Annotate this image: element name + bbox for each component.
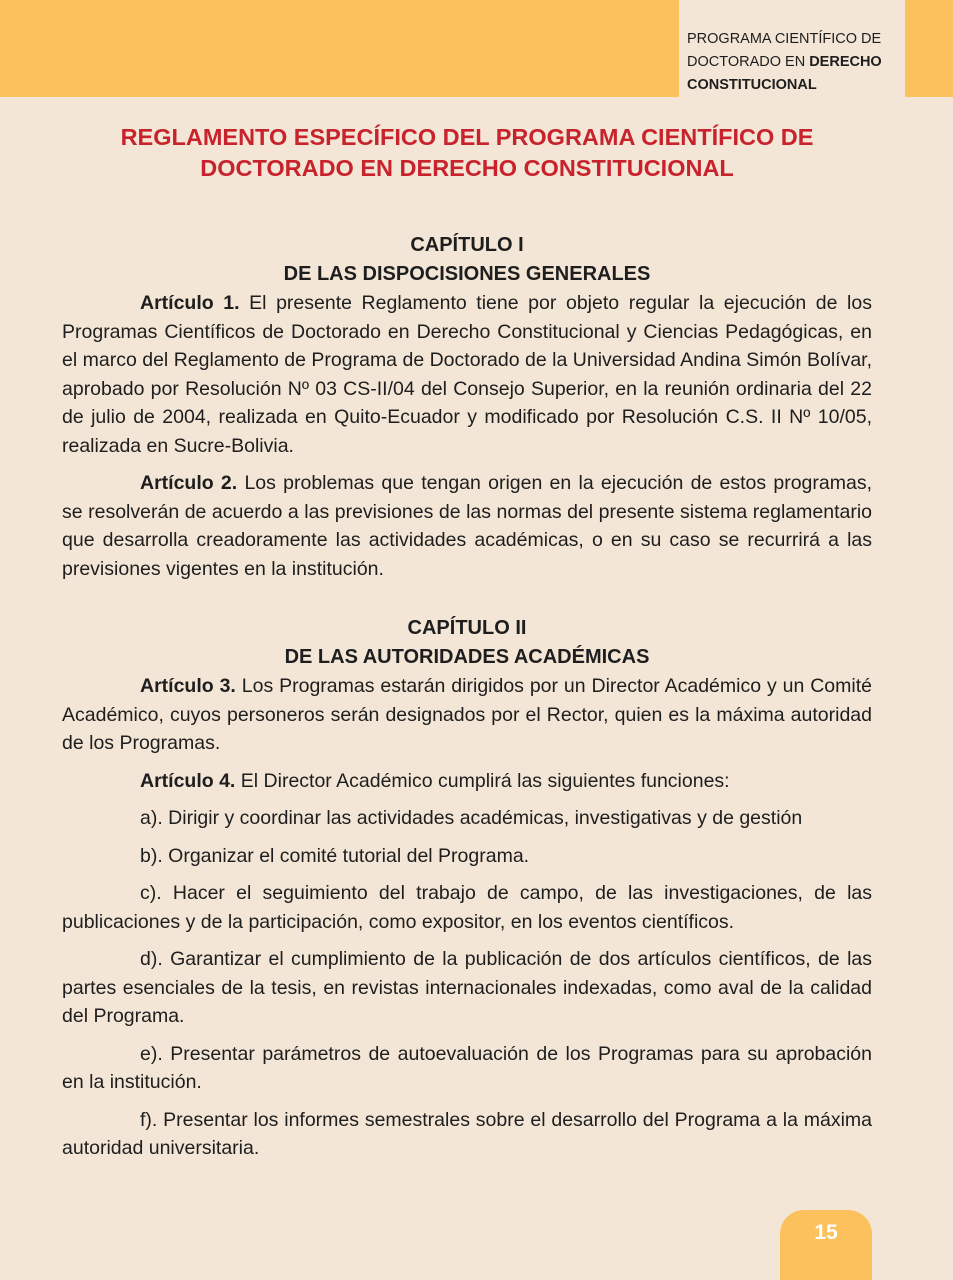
running-header-line3: CONSTITUCIONAL [687, 77, 817, 93]
article-2 [62, 469, 872, 583]
running-header [679, 0, 905, 97]
article-4-label: Artículo 4. [140, 769, 236, 792]
running-header-line2 [687, 51, 905, 74]
article-3-label: Artículo 3. [140, 675, 236, 697]
article-1 [62, 289, 872, 460]
chapter-1-heading [62, 231, 872, 289]
article-4 [62, 767, 872, 796]
article-1-text: El presente Reglamento tiene por objeto regular la ejecución de los Programas Científicos de Doctorado en Derecho Constitucional y Ciencias Pedagógicas, en el marco del Reglamento de Programa de Doctorado de la Universidad Andina Simón Bolívar, aprobado por Resolución Nº 03 CS-II/04 del Consejo Superior, en la reunión ordinaria del 22 de julio de 2004, realizada en Quito-Ecuador y modificado por Resolución C.S. II Nº 10/05, realizada en Sucre-Bolivia. [62, 292, 872, 457]
running-header-line2-regular: DOCTORADO EN [687, 54, 810, 70]
chapter-2-subtitle: DE LAS AUTORIDADES ACADÉMICAS [284, 646, 650, 668]
list-item-f: f). Presentar los informes semestrales sobre el desarrollo del Programa a la máxima autoridad universitaria. [62, 1108, 872, 1159]
page-number-tab [780, 1210, 872, 1280]
document-body [62, 231, 872, 1163]
article-3 [62, 672, 872, 758]
article-2-label: Artículo 2. [140, 472, 238, 494]
chapter-1-title: CAPÍTULO I [410, 234, 524, 256]
document-title [62, 122, 872, 184]
article-2-text: Los problemas que tengan origen en la ejecución de estos programas, se resolverán de acuerdo a las previsiones de las normas del presente sistema reglamentario que desarrolla creadoramente las actividades académicas, o en su caso se recurrirá a las previsiones vigentes en la institución. [62, 472, 872, 580]
article-4-text: El Director Académico cumplirá las siguientes funciones: [235, 769, 730, 792]
article-3-text: Los Programas estarán dirigidos por un Director Académico y un Comité Académico, cuyos personeros serán designados por el Rector, quien es la máxima autoridad de los Programas. [62, 675, 872, 754]
list-item-c: c). Hacer el seguimiento del trabajo de campo, de las investigaciones, de las publicaciones y de la participación, como expositor, en los eventos científicos. [62, 882, 872, 933]
document-title-line2: DOCTORADO EN DERECHO CONSTITUCIONAL [200, 155, 734, 181]
chapter-2-title: CAPÍTULO II [407, 617, 527, 639]
page-number: 15 [814, 1221, 838, 1244]
list-item-d: d). Garantizar el cumplimiento de la publicación de dos artículos científicos, de las partes esenciales de la tesis, en revistas internacionales indexadas, como aval de la calidad del Programa. [62, 948, 872, 1027]
document-title-line1: REGLAMENTO ESPECÍFICO DEL PROGRAMA CIENTÍFICO DE [120, 124, 814, 150]
running-header-line2-bold: DERECHO [809, 54, 882, 70]
list-item-b: b). Organizar el comité tutorial del Programa. [140, 844, 530, 867]
list-item-a: a). Dirigir y coordinar las actividades académicas, investigativas y de gestión [140, 807, 803, 829]
running-header-line1: PROGRAMA CIENTÍFICO DE [687, 31, 882, 47]
list-item-e: e). Presentar parámetros de autoevaluación de los Programas para su aprobación en la institución. [62, 1042, 872, 1093]
chapter-2-heading [62, 614, 872, 672]
chapter-1-subtitle: DE LAS DISPOCISIONES GENERALES [283, 263, 651, 285]
article-1-label: Artículo 1. [140, 292, 240, 314]
